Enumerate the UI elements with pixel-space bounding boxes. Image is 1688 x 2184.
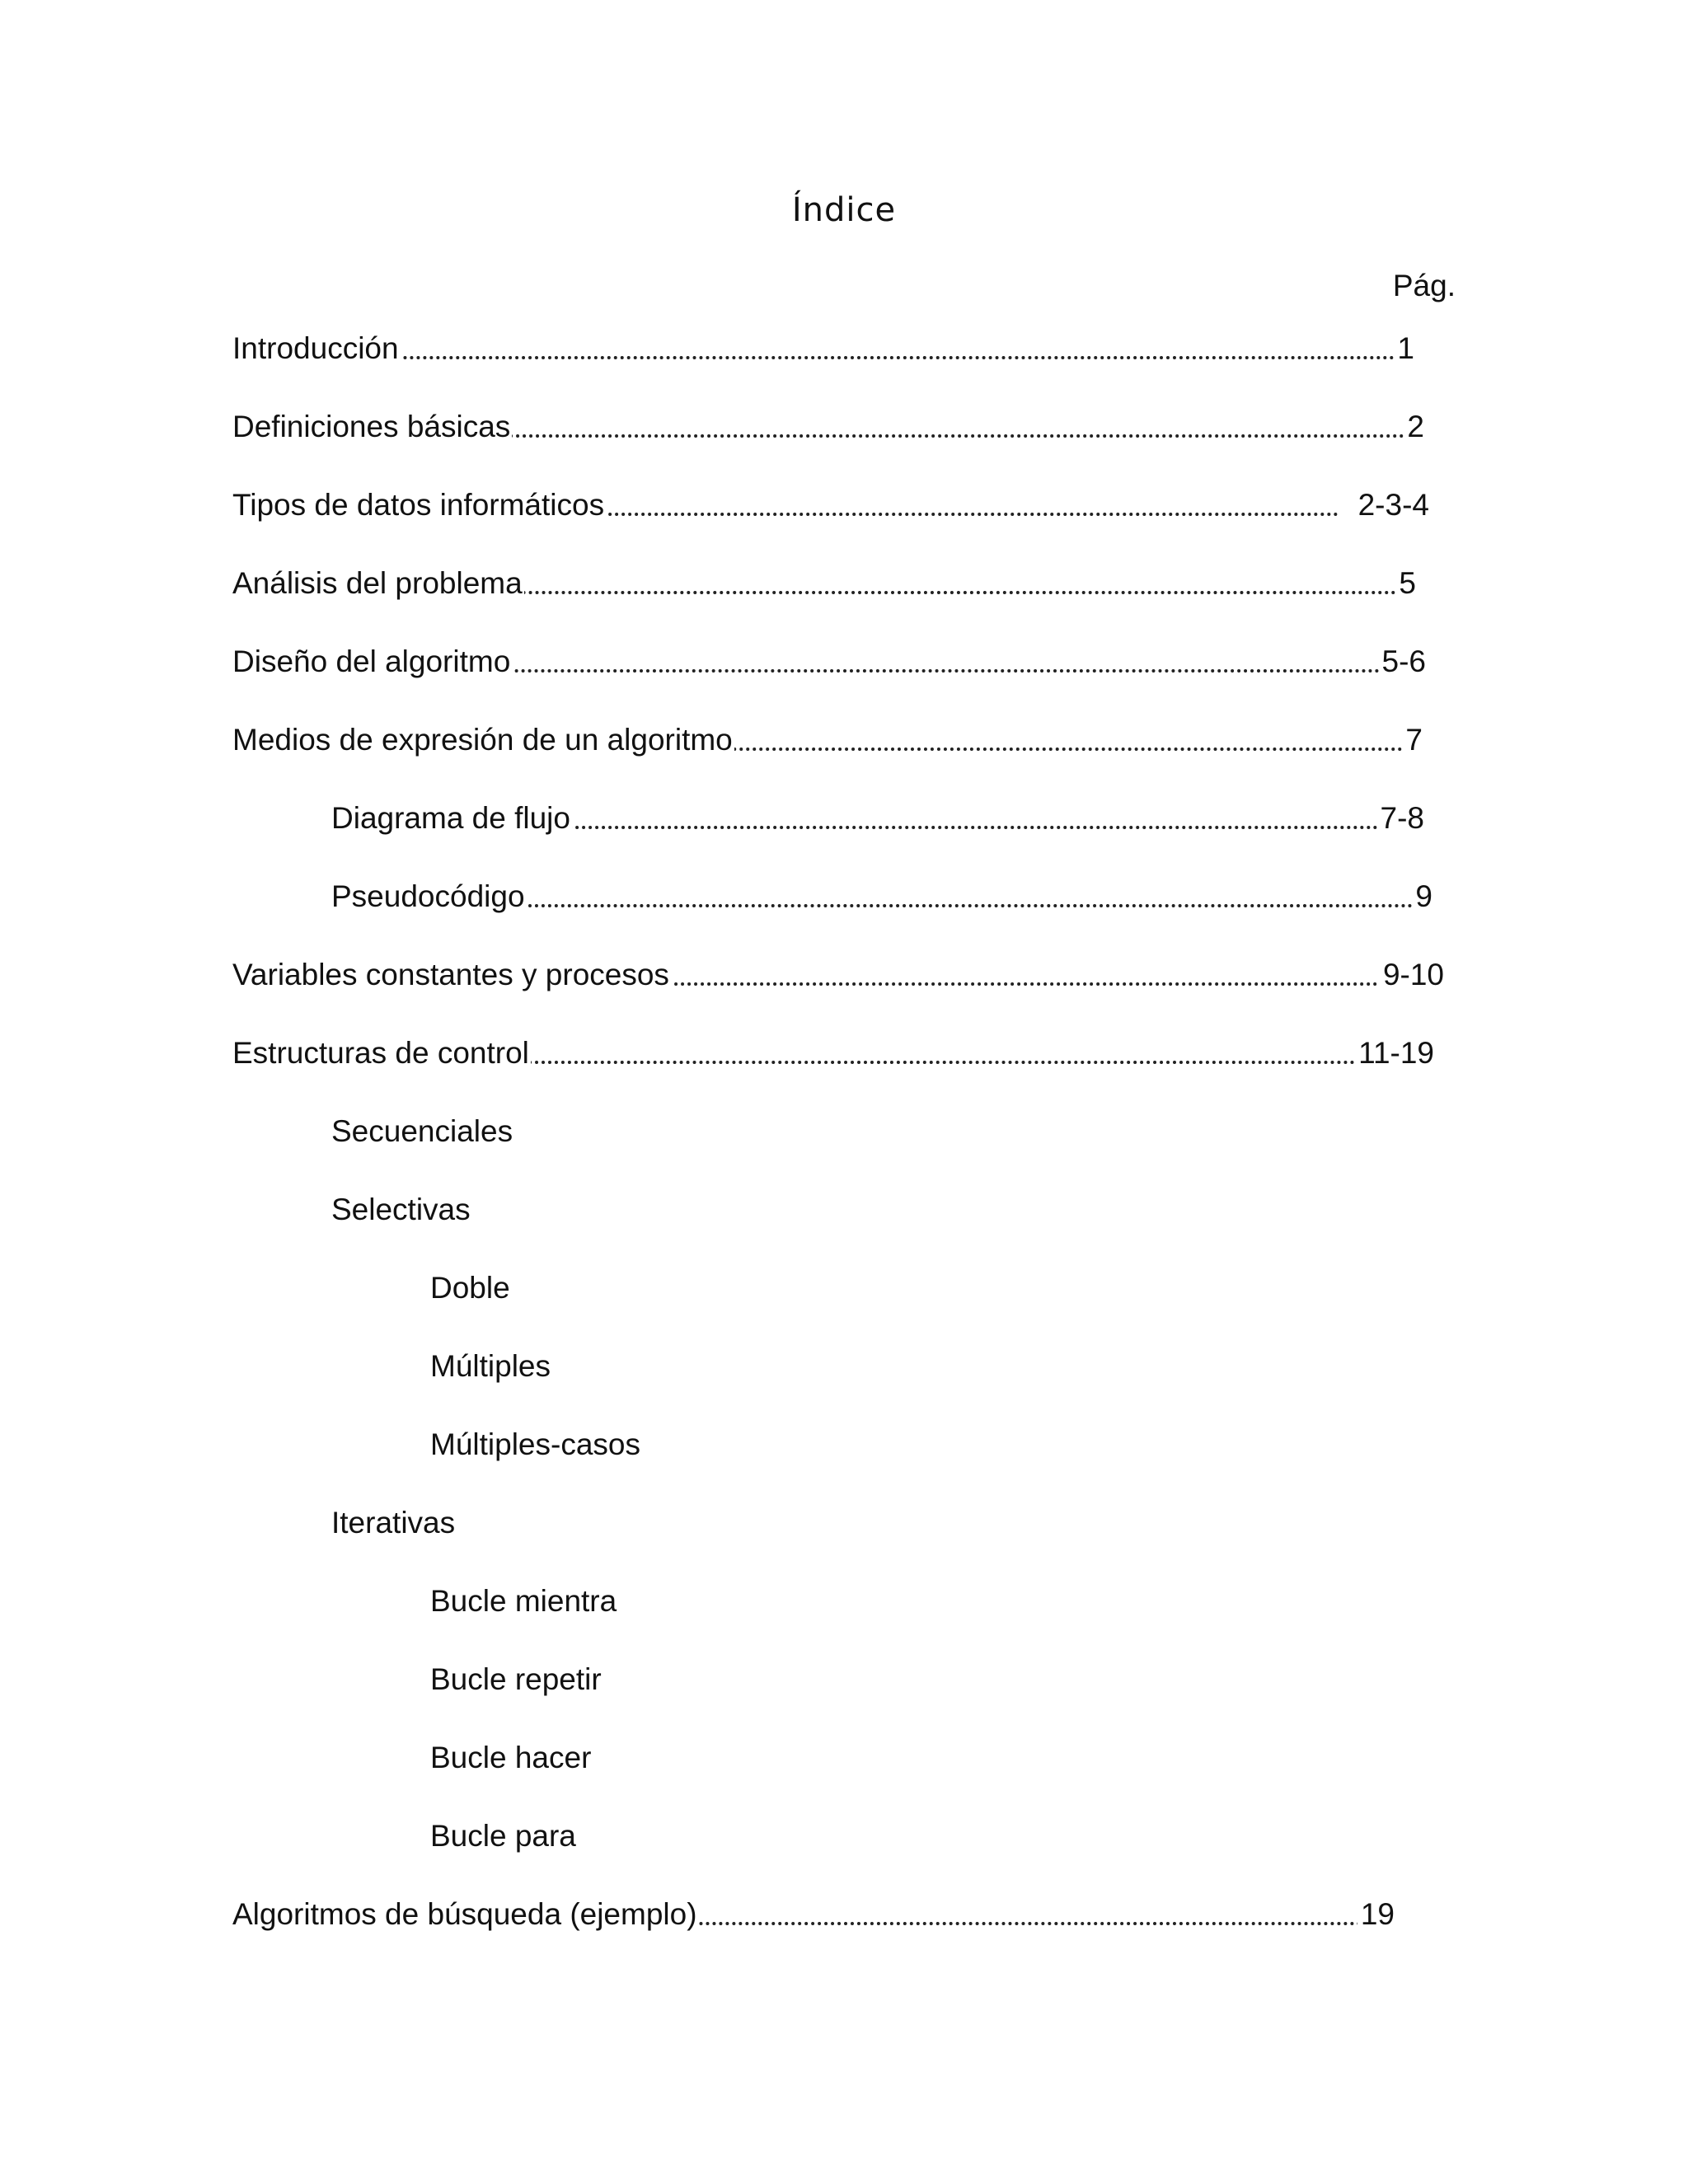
toc-entry-multiples-casos: Múltiples-casos — [430, 1427, 640, 1461]
toc-entry-page: 7-8 — [1377, 798, 1424, 839]
toc-entry-label: Introducción — [232, 331, 399, 365]
toc-entry-bucle-hacer: Bucle hacer — [430, 1741, 592, 1774]
toc-entry-definiciones-basicas — [232, 406, 1424, 448]
toc-entry-iterativas: Iterativas — [331, 1506, 456, 1540]
toc-entry-bucle-mientra: Bucle mientra — [430, 1584, 617, 1618]
toc-entry-page: 7 — [1402, 719, 1423, 761]
toc-entry-medios-de-expresion — [232, 719, 1423, 761]
toc-entry-estructuras-de-control — [232, 1033, 1434, 1074]
toc-entry-doble: Doble — [430, 1271, 510, 1305]
toc-entry-page: 9 — [1412, 876, 1432, 917]
index-title: Índice — [791, 191, 897, 229]
toc-entry-page: 19 — [1357, 1894, 1395, 1935]
toc-entry-page: 5 — [1395, 563, 1416, 604]
toc-entry-introduccion — [232, 328, 1414, 369]
toc-entry-bucle-repetir: Bucle repetir — [430, 1662, 602, 1696]
toc-entry-tipos-de-datos — [232, 485, 1429, 526]
toc-entry-label: Estructuras de control — [232, 1036, 529, 1070]
toc-entry-diagrama-de-flujo — [331, 798, 1424, 839]
toc-entry-page: 2 — [1404, 406, 1424, 448]
toc-entry-multiples: Múltiples — [430, 1349, 551, 1383]
toc-entry-label: Diagrama de flujo — [331, 801, 570, 835]
toc-entry-label: Pseudocódigo — [331, 879, 525, 913]
dot-leader — [232, 356, 1414, 359]
toc-entry-bucle-para: Bucle para — [430, 1819, 576, 1853]
toc-entry-label: Tipos de datos informáticos — [232, 488, 605, 522]
toc-entry-secuenciales: Secuenciales — [331, 1114, 513, 1148]
toc-entry-page: 9-10 — [1380, 954, 1444, 996]
toc-entry-diseno-del-algoritmo — [232, 641, 1426, 682]
toc-entry-page: 5-6 — [1379, 641, 1426, 682]
toc-entry-label: Medios de expresión de un algoritmo — [232, 723, 733, 757]
toc-entry-page: 11-19 — [1355, 1033, 1434, 1074]
toc-entry-selectivas: Selectivas — [331, 1193, 471, 1226]
toc-entry-analisis-del-problema — [232, 563, 1416, 604]
toc-entry-label: Variables constantes y procesos — [232, 958, 669, 991]
toc-entry-label: Diseño del algoritmo — [232, 644, 511, 678]
toc-entry-algoritmos-de-busqueda — [232, 1894, 1395, 1935]
toc-entry-pseudocodigo — [331, 876, 1432, 917]
toc-entry-label: Definiciones básicas — [232, 410, 511, 443]
toc-entry-variables-constantes — [232, 954, 1444, 996]
toc-entry-page: 1 — [1394, 328, 1414, 369]
toc-entry-page: 2-3-4 — [1355, 485, 1429, 526]
page-column-header: Pág. — [1392, 269, 1456, 302]
toc-entry-label: Algoritmos de búsqueda (ejemplo) — [232, 1897, 697, 1931]
toc-entry-label: Análisis del problema — [232, 566, 523, 600]
